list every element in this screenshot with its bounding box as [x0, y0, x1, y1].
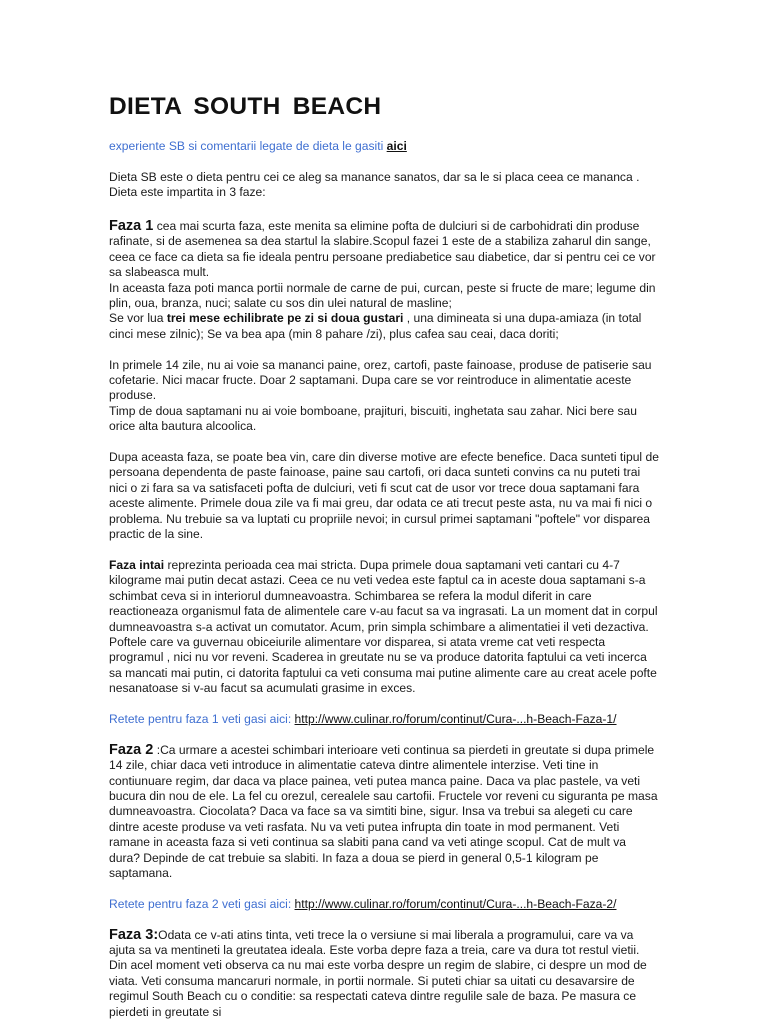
retete-faza2-link[interactable]: http://www.culinar.ro/forum/continut/Cura-...h-Beach-Faza-2/	[294, 896, 617, 911]
intro-link-paragraph	[109, 139, 659, 154]
faza1-meals-suffix: , una dimineata si una dupa-amiaza (in total cinci mese zilnic); Se va bea apa (min 8 pahare /zi), plus cafea sau ceai, daca doriti;	[109, 311, 642, 341]
retete-faza2-text: Retete pentru faza 2 veti gasi aici:	[109, 896, 295, 911]
faza1-meals-bold: trei mese echilibrate pe zi si doua gustari	[166, 311, 404, 326]
faza1-meals-paragraph	[109, 311, 659, 342]
faza1-text: cea mai scurta faza, este menita sa elimine pofta de dulciuri si de carbohidrati din produse rafinate, si de asemenea sa dea startul la slabire.Scopul fazei 1 este de a stabiliza zaharul din sange, ceea ce face ca dieta sa fie ideala pentru persoane prediabetice sau diabetice, dar si pentru cei ce vor sa slabeasca mult.	[109, 219, 656, 280]
aici-link[interactable]: aici	[386, 139, 407, 153]
intro-link-text: experiente SB si comentarii legate de dieta le gasiti	[109, 139, 387, 153]
faza-intai-heading: Faza intai	[109, 557, 165, 572]
intro-paragraph: Dieta SB este o dieta pentru cei ce aleg sa manance sanatos, dar sa le si placa ceea ce mananca . Dieta este impartita in 3 faze:	[109, 169, 640, 200]
faza1-meals-prefix: Se vor lua	[109, 311, 167, 326]
faza2-paragraph	[109, 743, 659, 882]
faza2-text: :Ca urmare a acestei schimbari interioare veti continua sa pierdeti in greutate si dupa primele 14 zile, chiar daca veti introduce in alimentatie cateva dintre alimentele interzise. Veti tine in contiunuare regim, dar daca va place painea, veti putea manca paine. Daca va plac pastele, va veti bucura din nou de ele. La fel cu orezul, cerealele sau cartofii. Fructele vor reveni cu siguranta pe masa dumneavoastra. Ciocolata? Daca va face sa va simtiti bine, sigur. Insa va trebui sa alegeti cu care dintre aceste produse va veti rasfata. Nu va veti putea infrupta din toate in mod permanent. Veti ramane in aceasta faza si veti continua sa slabiti pana cand va veti atinge scopul. Cat de mult va dura? Depinde de cat trebuie sa slabiti. In faza a doua se pierd in general 0,5-1 kilogram pe saptamana.	[109, 742, 658, 880]
retete-faza2-paragraph	[109, 897, 659, 912]
faza1-heading: Faza 1	[109, 218, 154, 234]
faza1-foods-paragraph: In aceasta faza poti manca portii normale de carne de pui, curcan, peste si fructe de mare; legume din plin, oua, branza, nuci; salate cu sos din ulei natural de masline;	[109, 280, 656, 311]
first-14-days-paragraph: In primele 14 zile, nu ai voie sa mananci paine, orez, cartofi, paste fainoase, produse de patiserie sau cofetarie. Nici macar fructe. Doar 2 saptamani. Dupa care se vor reintroduce in alimentatie aceste produse.	[109, 357, 652, 403]
retete-faza1-text: Retete pentru faza 1 veti gasi aici:	[109, 711, 295, 726]
retete-faza1-paragraph	[109, 712, 659, 727]
document-title: DIETA SOUTH BEACH	[109, 93, 382, 120]
faza3-paragraph	[109, 928, 659, 1020]
faza3-text: Odata ce v-ati atins tinta, veti trece la o versiune si mai liberala a programului, care va va ajuta sa va mentineti la greutatea ideala. Este vorba depre faza a treia, care va dura tot restul vietii. Din acel moment veti observa ca nu mai este vorba despre un regim de slabire, ci despre un mod de viata. Veti consuma mancaruri normale, in portii normale. Si puteti chiar sa uitati cu desavarsire de regimul South Beach cu o conditie: sa respectati cateva dintre regulile sale de baza. Pe masura ce pierdeti in greutate si	[109, 927, 647, 1019]
two-weeks-paragraph: Timp de doua saptamani nu ai voie bomboane, prajituri, biscuiti, inghetata sau zahar. Nici bere sau orice alta bautura alcoolica.	[109, 403, 637, 434]
faza-intai-paragraph	[109, 558, 659, 697]
faza1-paragraph	[109, 219, 659, 281]
faza3-heading: Faza 3:	[109, 926, 159, 943]
faza-intai-text: reprezinta perioada cea mai stricta. Dupa primele doua saptamani veti cantari cu 4-7 kilograme mai putin decat astazi. Ceea ce nu veti vedea este faptul ca in aceste doua saptamani s-a schimbat ceva si in interiorul dumneavoastra. Schimbarea se refera la modul diferit in care reactioneaza organismul fata de alimentele care v-au facut sa va ingrasati. La un moment dat in corpul dumneavoastra s-a activat un comutator. Acum, prin simpla schimbare a alimentatiei il veti dezactiva. Poftele care va guvernau obiceiurile alimentare vor disparea, si atata vreme cat veti respecta programul , nici nu vor reveni. Scaderea in greutate nu se va produce datorita faptului ca veti incerca sa mancati mai putin, ci datorita faptului ca veti consuma mai putine alimente care au creat acele pofte nesanatoase si v-au facut sa acumulati grasime in exces.	[109, 557, 658, 696]
faza2-heading: Faza 2	[109, 741, 154, 758]
retete-faza1-link[interactable]: http://www.culinar.ro/forum/continut/Cura-...h-Beach-Faza-1/	[294, 711, 617, 726]
after-phase-paragraph: Dupa aceasta faza, se poate bea vin, care din diverse motive are efecte benefice. Daca sunteti tipul de persoana dependenta de paste fainoase, paine sau cartofi, ori daca sunteti convins ca nu puteti trai nici o zi fara sa va satisfaceti pofta de dulciuri, veti fi scut cat de usor vor trece doua saptamani fara aceste alimente. Primele doua zile va fi mai greu, dar odata ce ati trecut peste asta, nu va mai fi nici o problema. Nu trebuie sa va luptati cu propriile nevoi; in cursul primei saptamani "poftele" vor disparea practic de la sine.	[109, 450, 659, 542]
document-body	[109, 92, 659, 1020]
